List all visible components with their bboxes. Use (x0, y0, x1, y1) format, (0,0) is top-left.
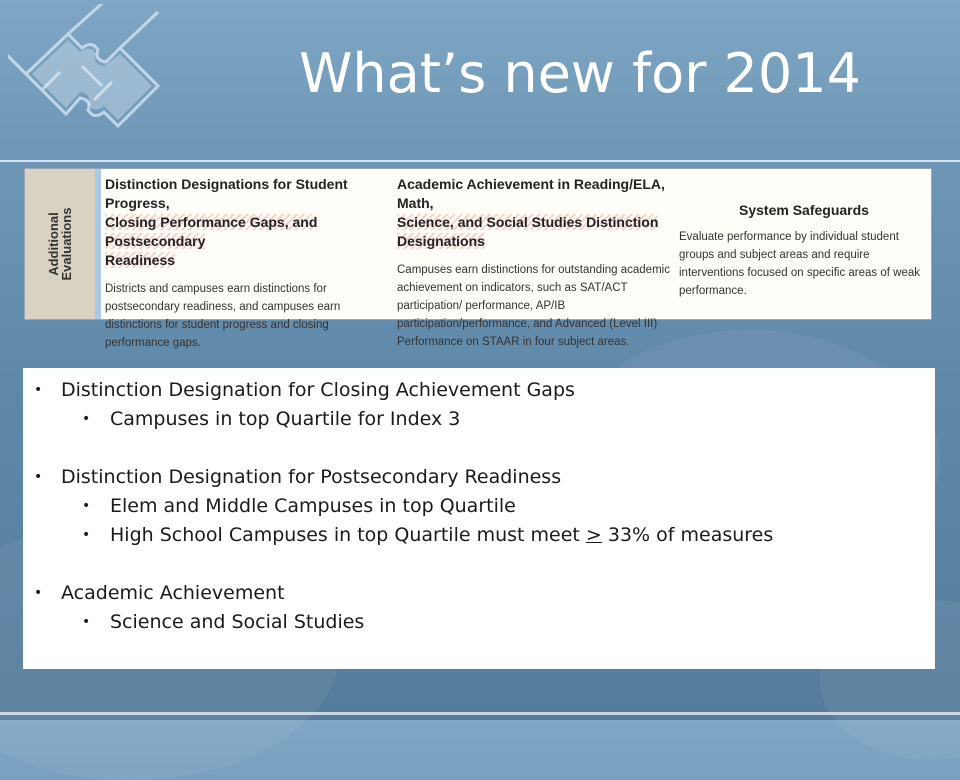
list-spacer (23, 434, 935, 463)
list-sub-item (23, 608, 935, 637)
column-body: Campuses earn distinctions for outstanding academic achievement on indicators, such as SAT/ACT participation/ performance, AP/IB participation/performance, and Advanced (Level III) Performance on STAAR in four subject areas. (397, 264, 670, 348)
list-spacer (23, 550, 935, 579)
list-item-text: Academic Achievement (61, 582, 285, 604)
side-column (25, 169, 96, 319)
column-body: Districts and campuses earn distinctions for postsecondary readiness, and campuses earn distinctions for student progress and closing performance gaps. (105, 283, 341, 349)
table-column (679, 175, 929, 300)
bullet-icon: • (82, 498, 91, 514)
list-item-text: Campuses in top Quartile for Index 3 (110, 408, 461, 430)
list-item-text (110, 521, 773, 550)
heading-line: Distinction Designations for Student Progress, (105, 176, 348, 211)
slide-title: What’s new for 2014 (299, 42, 861, 105)
list-item (23, 376, 935, 405)
evaluations-table-image (24, 168, 932, 349)
side-label (47, 208, 73, 281)
column-stripe (95, 169, 101, 319)
greater-or-equal-symbol: > (585, 524, 602, 546)
puzzle-pieces-logo (8, 4, 176, 142)
bullet-icon: • (34, 585, 43, 601)
heading-line: Academic Achievement in Reading/ELA, Math, (397, 176, 665, 211)
list-sub-item (23, 492, 935, 521)
list-item (23, 579, 935, 608)
column-body: Evaluate performance by individual student groups and subject areas and require interventions focused on specific areas of weak performance. (679, 231, 920, 297)
column-heading: System Safeguards (739, 202, 869, 218)
bullet-list (23, 376, 935, 637)
list-item-text: Distinction Designation for Closing Achievement Gaps (61, 379, 575, 401)
text-fragment: 33% of measures (601, 524, 774, 546)
title-divider (0, 160, 960, 162)
side-label-line: Evaluations (59, 207, 74, 281)
column-heading (397, 175, 687, 251)
list-item-text: Distinction Designation for Postsecondary Readiness (61, 466, 562, 488)
bullet-icon: • (34, 469, 43, 485)
column-heading (105, 175, 385, 270)
bullet-icon: • (34, 382, 43, 398)
list-item-text: Science and Social Studies (110, 611, 365, 633)
bottom-divider (0, 712, 960, 715)
text-fragment: High School Campuses in top Quartile must meet (110, 524, 586, 546)
list-item-text: Elem and Middle Campuses in top Quartile (110, 495, 516, 517)
table-column (397, 175, 687, 351)
table-column (105, 175, 385, 352)
list-sub-item (23, 521, 935, 550)
heading-line: Readiness (105, 252, 176, 268)
list-item (23, 463, 935, 492)
bullet-icon: • (82, 614, 91, 630)
bullet-icon: • (82, 527, 91, 543)
title-band (0, 0, 960, 162)
bullet-panel (23, 368, 935, 669)
heading-line: Closing Performance Gaps, and Postsecondary (105, 214, 318, 249)
bullet-icon: • (82, 411, 91, 427)
heading-line: Science, and Social Studies Distinction Designations (397, 214, 659, 249)
side-label-line: Additional (46, 212, 61, 276)
list-sub-item (23, 405, 935, 434)
